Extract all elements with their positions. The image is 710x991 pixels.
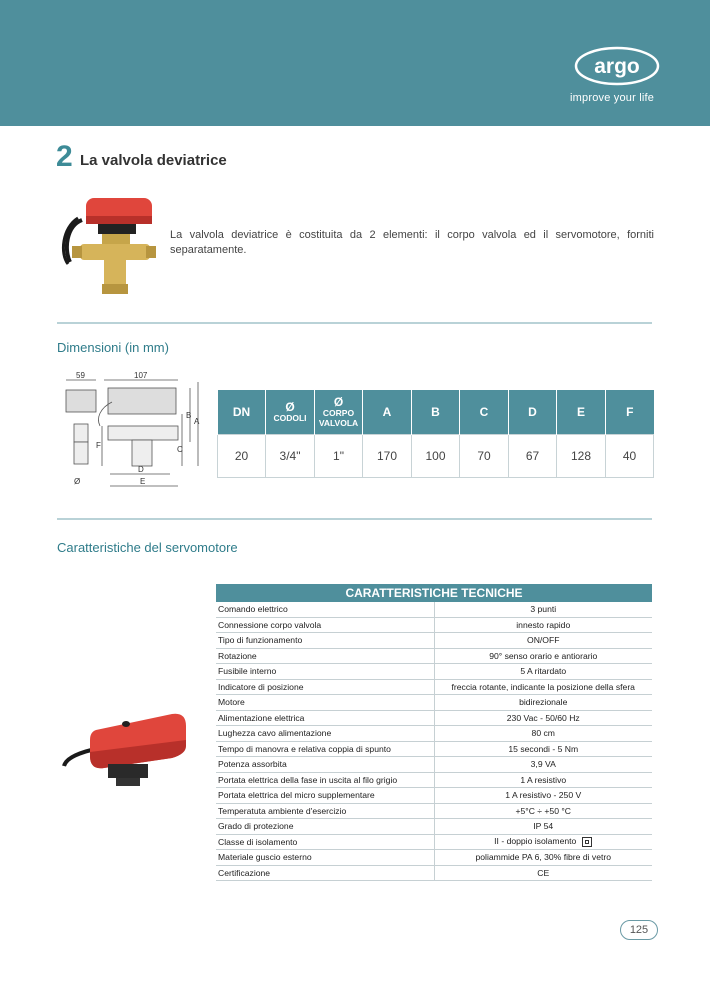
cell: 170 <box>363 435 412 478</box>
drawing-label-w1: 59 <box>76 371 85 380</box>
spec-value: II - doppio isolamento <box>434 834 652 850</box>
spec-label: Rotazione <box>216 648 434 664</box>
spec-value: innesto rapido <box>434 617 652 633</box>
spec-value: poliammide PA 6, 30% fibre di vetro <box>434 850 652 866</box>
spec-label: Fusibile interno <box>216 664 434 680</box>
spec-row <box>216 710 652 726</box>
spec-row <box>216 741 652 757</box>
header-codoli: Ø CODOLI <box>266 390 315 435</box>
spec-label: Certificazione <box>216 865 434 881</box>
cell: 20 <box>218 435 266 478</box>
drawing-label-c: C <box>177 445 183 454</box>
divider <box>57 322 652 324</box>
spec-label: Indicatore di posizione <box>216 679 434 695</box>
spec-label: Tipo di funzionamento <box>216 633 434 649</box>
header-a: A <box>363 390 412 435</box>
drawing-label-a: A <box>194 417 200 426</box>
cell: 67 <box>509 435 557 478</box>
spec-row <box>216 834 652 850</box>
header-dn: DN <box>218 390 266 435</box>
spec-label: Alimentazione elettrica <box>216 710 434 726</box>
drawing-label-e: E <box>140 477 146 486</box>
spec-value: IP 54 <box>434 819 652 835</box>
cell: 1" <box>315 435 363 478</box>
spec-label: Grado di protezione <box>216 819 434 835</box>
spec-row <box>216 648 652 664</box>
spec-value: +5°C ÷ +50 °C <box>434 803 652 819</box>
spec-value: 15 secondi - 5 Nm <box>434 741 652 757</box>
divider <box>57 518 652 520</box>
actuator-heading: Caratteristiche del servomotore <box>57 540 238 555</box>
cell: 100 <box>412 435 460 478</box>
page-number: 125 <box>620 920 658 940</box>
header-band <box>0 0 710 126</box>
spec-label: Tempo di manovra e relativa coppia di spunto <box>216 741 434 757</box>
spec-label: Classe di isolamento <box>216 834 434 850</box>
spec-label: Connessione corpo valvola <box>216 617 434 633</box>
spec-row <box>216 865 652 881</box>
spec-value: ON/OFF <box>434 633 652 649</box>
spec-row <box>216 602 652 617</box>
dimensions-heading: Dimensioni (in mm) <box>57 340 169 355</box>
spec-label: Temperatuta ambiente d'esercizio <box>216 803 434 819</box>
spec-row <box>216 695 652 711</box>
spec-value: 230 Vac - 50/60 Hz <box>434 710 652 726</box>
section-number: 2 <box>56 140 73 173</box>
logo-text: argo <box>594 55 640 78</box>
header-e: E <box>557 390 606 435</box>
spec-value: 3 punti <box>434 602 652 617</box>
spec-label: Motore <box>216 695 434 711</box>
spec-label: Lughezza cavo alimentazione <box>216 726 434 742</box>
spec-table-title: CARATTERISTICHE TECNICHE <box>216 584 652 602</box>
drawing-label-w2: 107 <box>134 371 148 380</box>
double-insulation-icon <box>582 837 592 847</box>
valve-photo <box>58 190 158 302</box>
dimensions-table <box>217 390 654 478</box>
spec-row <box>216 788 652 804</box>
spec-value: 1 A resistivo <box>434 772 652 788</box>
spec-row <box>216 850 652 866</box>
cell: 128 <box>557 435 606 478</box>
header-f: F <box>606 390 654 435</box>
header-b: B <box>412 390 460 435</box>
drawing-label-f: F <box>96 441 101 450</box>
cell: 3/4" <box>266 435 315 478</box>
dimensions-value-row <box>218 435 654 478</box>
cell: 40 <box>606 435 654 478</box>
spec-value: bidirezionale <box>434 695 652 711</box>
header-corpo-valvola: Ø CORPO VALVOLA <box>315 390 363 435</box>
spec-row <box>216 803 652 819</box>
spec-value: 90° senso orario e antiorario <box>434 648 652 664</box>
cell: 70 <box>460 435 509 478</box>
spec-row <box>216 819 652 835</box>
spec-value: 1 A resistivo - 250 V <box>434 788 652 804</box>
spec-value: CE <box>434 865 652 881</box>
spec-value: freccia rotante, indicante la posizione della sfera <box>434 679 652 695</box>
intro-paragraph: La valvola deviatrice è costituita da 2 elementi: il corpo valvola ed il servomotore, forniti separatamente. <box>170 229 654 256</box>
drawing-label-dia: Ø <box>74 477 81 486</box>
dimension-drawing <box>60 368 200 494</box>
spec-row <box>216 726 652 742</box>
spec-row <box>216 633 652 649</box>
spec-value: 80 cm <box>434 726 652 742</box>
spec-table <box>216 584 652 881</box>
dimensions-header-row <box>218 390 654 435</box>
spec-row <box>216 617 652 633</box>
section-title: La valvola deviatrice <box>80 152 227 169</box>
drawing-label-d: D <box>138 465 144 474</box>
spec-label: Portata elettrica della fase in uscita al filo grigio <box>216 772 434 788</box>
brand-tagline: improve your life <box>570 92 655 104</box>
spec-label: Materiale guscio esterno <box>216 850 434 866</box>
spec-value: 5 A ritardato <box>434 664 652 680</box>
spec-label: Potenza assorbita <box>216 757 434 773</box>
spec-row <box>216 772 652 788</box>
actuator-photo <box>60 700 190 790</box>
spec-row <box>216 679 652 695</box>
drawing-label-b: B <box>186 411 192 420</box>
spec-row <box>216 664 652 680</box>
header-d: D <box>509 390 557 435</box>
spec-row <box>216 757 652 773</box>
header-c: C <box>460 390 509 435</box>
argo-logo <box>574 46 660 86</box>
spec-label: Portata elettrica del micro supplementare <box>216 788 434 804</box>
spec-value: 3,9 VA <box>434 757 652 773</box>
spec-label: Comando elettrico <box>216 602 434 617</box>
